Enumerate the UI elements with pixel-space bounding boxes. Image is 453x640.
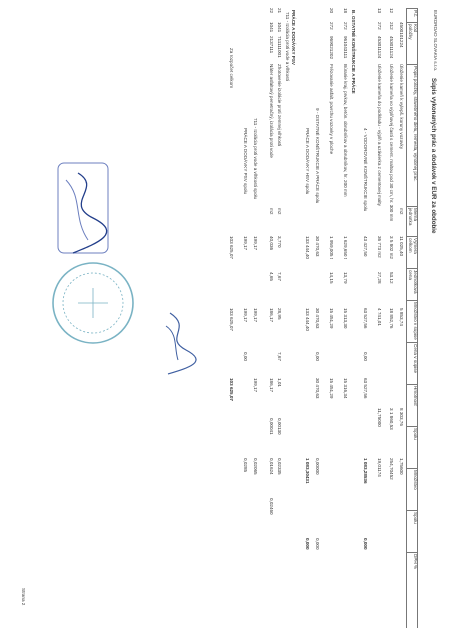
row-pc: 18	[343, 8, 348, 14]
row-desc: Frézovanie asfalt. povrchu vozovky v ploche	[329, 64, 334, 155]
grand-total-total: 103 625,07	[229, 308, 234, 331]
grand-total-total2: 103 625,07	[229, 378, 234, 401]
grand-total-value: 103 625,07	[229, 236, 234, 259]
cell-value: 11,75000	[377, 408, 382, 427]
cell-value: 0,00041	[269, 418, 274, 435]
cell-value: 15 316,34	[343, 378, 348, 399]
row-amount: 15 451,29	[329, 308, 334, 329]
row-code: 1041	[269, 22, 274, 33]
section-total-value: 133 444,40	[305, 236, 310, 259]
row-code: 272	[343, 22, 348, 30]
col-header: Merná jednotka	[407, 206, 418, 236]
cell-value: 0,00000	[315, 458, 320, 475]
grand-total-label: Za rozpočet celkom	[229, 48, 234, 89]
col-header: Výmera celkom	[407, 236, 418, 268]
cell-value: 0,000	[305, 538, 310, 550]
row-code: 1041	[277, 22, 282, 33]
cell-value: 0,01624	[269, 458, 274, 475]
row-code: 212	[389, 22, 394, 30]
cell-value: 1 083,30431	[305, 458, 310, 484]
section-subtitle: 711 - Izolácia proti vode a vlhkosti	[285, 12, 290, 81]
row-code: 272	[329, 22, 334, 30]
cell-value: 63 527,56	[363, 378, 368, 399]
row-price: 4,65	[269, 272, 274, 281]
cell-value: 1 083,28536	[363, 458, 368, 484]
row-pc: 21	[277, 8, 282, 14]
row-kod: 2137111	[269, 36, 274, 54]
cell-value: 0,00	[363, 352, 368, 361]
row-amount: 18 852,76	[389, 308, 394, 329]
row-amount: 4 741,01	[377, 308, 382, 326]
row-price: 13,79	[343, 272, 348, 284]
round-stamp-icon	[48, 258, 138, 348]
cell-value: 3 1 860,53	[389, 408, 394, 430]
col-header: Popis položky, stavebného dielu, remesla, výrobnej prac.	[407, 64, 418, 206]
row-qty: 40,036	[269, 236, 274, 251]
cell-value: 7,67	[277, 352, 282, 361]
section-total-value: 199,17	[253, 236, 258, 251]
row-qty: 1 959,005 t	[329, 236, 334, 259]
cell-value: 0,0285	[243, 458, 248, 473]
row-kod: 453011124	[377, 36, 382, 59]
col-header: Cena v súpise	[407, 342, 418, 384]
section-title: PRÁCE A DODÁVKY PSV	[291, 10, 296, 65]
row-desc: Uloženie kameňa do podkladu - výplň a uzávierka z cementovej malty	[377, 64, 382, 206]
cell-value: 0,02460	[269, 498, 274, 515]
cell-value: 0,000	[363, 538, 368, 550]
signature-scribble-icon	[158, 308, 198, 378]
row-mj: m2	[277, 208, 282, 215]
cell-value: 15 451,29	[329, 378, 334, 399]
signature-stamp-icon	[48, 158, 118, 268]
section-total-value: 30 470,63	[315, 236, 320, 257]
row-amount: 5 853,74	[399, 308, 404, 326]
row-desc: Náter asfaltový penetračný, izolácia proti vode	[269, 64, 274, 158]
cell-value: 1,01	[277, 378, 282, 387]
section-total-label: 711 - Izolácia proti vode a vlhkosti spolu	[253, 118, 258, 200]
col-header: Spolu	[407, 510, 418, 552]
row-price: 14,15	[329, 272, 334, 284]
row-price: 27,28	[377, 272, 382, 284]
row-desc: Uloženie kameňa vo výplňovej časti s cement. maltou pod 30 cm, hr. 300 mm	[389, 64, 394, 222]
section-total-total: 63 527,56	[363, 308, 368, 329]
row-qty: 3,770	[277, 236, 282, 248]
section-total-total: 30 470,63	[315, 308, 320, 329]
row-amount: 28,95	[277, 308, 282, 320]
company-name: EUROROAD SLOVAKIA s.r.o.	[433, 10, 438, 72]
section-total-total: 199,17	[243, 308, 248, 323]
section-total-total: 133 444,40	[305, 308, 310, 331]
section-total-label: 9 - OSTATNÉ KONŠTRUKCIE A PRÁCE spolu	[315, 108, 320, 204]
section-total-label: PRÁCE A DODÁVKY PSV spolu	[243, 128, 248, 195]
row-desc: Úloženie kameň k vylepš. koruny vozovky	[399, 64, 404, 150]
section-total-label: PRÁCE A DODÁVKY HSV spolu	[305, 128, 310, 195]
row-price: 7,67	[277, 272, 282, 281]
cell-value: 30 470,63	[315, 378, 320, 399]
row-qty: 11 025,40	[399, 236, 404, 257]
cell-value: 0,00	[315, 352, 320, 361]
col-header: Množstvo	[407, 468, 418, 510]
row-mj: m2	[269, 208, 274, 215]
cell-value: 199,17	[253, 378, 258, 393]
row-pc: 13	[377, 8, 382, 14]
row-pc: 22	[269, 8, 274, 14]
section-title: B. OSTATNÉ KONŠTRUKCIE A PRÁCE	[351, 10, 356, 94]
cell-value: 0,00130	[277, 418, 282, 435]
row-desc: Búranie kraj. prvkov, betón. obrubníkov a obrubníkov, hr. 200 mm	[343, 64, 348, 197]
cell-value: 186,17	[269, 378, 274, 393]
cell-value: 0,02335	[277, 458, 282, 475]
section-total-value: 43 427,50	[363, 236, 368, 257]
col-header: Množstvo v súpise	[407, 300, 418, 342]
cell-value: 19,01174	[377, 458, 382, 477]
section-total-value: 199,17	[243, 236, 248, 251]
col-header: Kód položky	[407, 22, 418, 44]
row-code: 272	[377, 22, 382, 30]
row-kod: 961043111	[343, 36, 348, 59]
document-title: Súpis vykonaných prác a dodávok v EUR za obdobie	[430, 78, 437, 234]
col-header: Spolu	[407, 426, 418, 468]
col-header: DPH %	[407, 552, 418, 570]
row-kod: 453011124	[389, 36, 394, 59]
row-kod: 969021202	[329, 36, 334, 59]
cell-value: 8 303,76	[399, 408, 404, 426]
cell-value: 0,00	[243, 352, 248, 361]
col-header: Hmotnosť	[407, 384, 418, 426]
row-pc: 12	[389, 8, 394, 14]
rotated-table	[12, 8, 438, 628]
row-price: 53.12	[389, 272, 394, 284]
row-desc: Zhotovenie izolácie proti zemnej vlhkosti	[277, 64, 282, 147]
cell-value: 0,000	[315, 538, 320, 550]
row-qty: 36 773 m2	[377, 236, 382, 258]
row-amount: 15 313,30	[343, 308, 348, 329]
section-total-label: 4 - VODOROVNÉ KONŠTRUKCIE spolu	[363, 128, 368, 212]
col-header: P.č.	[407, 8, 418, 22]
row-code: 4500101224	[399, 22, 404, 48]
cell-value: 0,02065	[253, 458, 258, 475]
cell-value: 254,70452	[389, 458, 394, 480]
row-mj: m2	[399, 208, 404, 215]
row-pc: 20	[329, 8, 334, 14]
row-amount: 186,17	[269, 308, 274, 323]
col-header: Jednotková cena	[407, 268, 418, 300]
cell-value: 1,75600	[399, 458, 404, 475]
row-kod: 711111001	[277, 36, 282, 58]
row-qty: 1 629,650 t	[343, 236, 348, 259]
page-number: Strana 2	[21, 588, 26, 606]
row-qty: 3 5 802 m2	[389, 236, 394, 259]
section-total-total: 199,17	[253, 308, 258, 323]
